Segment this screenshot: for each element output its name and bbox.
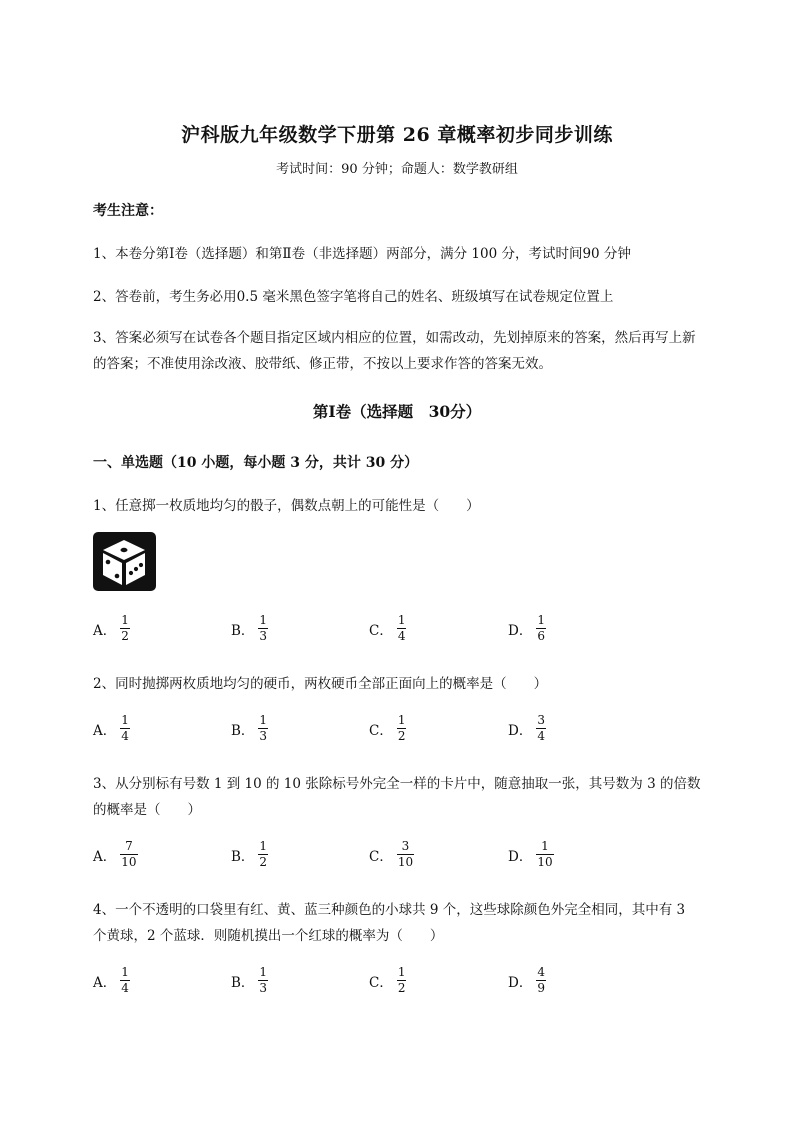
notice-item-3-line-1: 3、答案必须写在试卷各个题目指定区域内相应的位置，如需改动，先划掉原来的答案，然后再写上新 (93, 330, 696, 346)
question-1-option-b[interactable] (231, 614, 268, 643)
question-3-option-c[interactable] (369, 840, 414, 869)
question-2-option-a[interactable] (93, 714, 130, 743)
fraction: $\frac{1}{3}$ (259, 613, 268, 643)
option-letter: D． (508, 974, 533, 991)
notice-heading: 考生注意： (93, 203, 163, 219)
option-letter: D． (508, 848, 533, 865)
page-title: 沪科版九年级数学下册第 26 章概率初步同步训练 (181, 124, 613, 146)
question-2-option-b[interactable] (231, 714, 268, 743)
option-letter: A． (93, 622, 117, 639)
dice-icon (93, 532, 156, 591)
question-3-option-b[interactable] (231, 840, 268, 869)
question-4-option-d[interactable] (508, 966, 546, 995)
option-letter: A． (93, 722, 117, 739)
fraction: $\frac{1}{4}$ (121, 965, 129, 995)
fraction: $\frac{1}{3}$ (259, 713, 268, 743)
option-letter: B． (231, 622, 255, 639)
question-2-option-c[interactable] (369, 714, 406, 743)
fraction: $\frac{1}{2}$ (259, 839, 268, 869)
fraction: $\frac{3}{4}$ (537, 713, 545, 743)
notice-item-2: 2、答卷前，考生务必用0.5 毫米黑色签字笔将自己的姓名、班级填写在试卷规定位置上 (93, 289, 614, 305)
question-2-text: 2、同时抛掷两枚质地均匀的硬币，两枚硬币全部正面向上的概率是（ ） (93, 676, 548, 692)
option-letter: B． (231, 848, 255, 865)
fraction: $\frac{1}{2}$ (397, 713, 406, 743)
question-4-text-line-2: 个黄球，2 个蓝球．则随机摸出一个红球的概率为（ ） (93, 928, 444, 944)
question-3-text-line-2: 的概率是（ ） (93, 802, 201, 818)
notice-item-3-line-2: 的答案；不准使用涂改液、胶带纸、修正带，不按以上要求作答的答案无效。 (93, 356, 552, 372)
option-letter: C． (369, 722, 393, 739)
option-letter: C． (369, 974, 393, 991)
question-4-option-a[interactable] (93, 966, 130, 995)
fraction: $\frac{1}{10}$ (537, 839, 553, 869)
option-letter: D． (508, 622, 533, 639)
question-3-option-a[interactable] (93, 840, 138, 869)
question-3-option-d[interactable] (508, 840, 554, 869)
group-heading: 一、单选题（10 小题，每小题 3 分，共计 30 分） (93, 455, 419, 471)
fraction: $\frac{4}{9}$ (537, 965, 545, 995)
option-letter: D． (508, 722, 533, 739)
question-4-option-c[interactable] (369, 966, 406, 995)
exam-info: 考试时间：90 分钟；命题人：数学教研组 (276, 162, 518, 177)
option-letter: A． (93, 974, 117, 991)
option-letter: A． (93, 848, 117, 865)
fraction: $\frac{1}{4}$ (397, 613, 406, 643)
question-1-text: 1、任意掷一枚质地均匀的骰子，偶数点朝上的可能性是（ ） (93, 498, 480, 514)
question-3-text-line-1: 3、从分别标有号数 1 到 10 的 10 张除标号外完全一样的卡片中，随意抽取一张，其号数为 3 的倍数 (93, 776, 701, 792)
notice-item-1: 1、本卷分第Ⅰ卷（选择题）和第Ⅱ卷（非选择题）两部分，满分 100 分，考试时间90 分钟 (93, 246, 631, 262)
question-4-option-b[interactable] (231, 966, 268, 995)
option-letter: C． (369, 622, 393, 639)
fraction: $\frac{1}{2}$ (121, 613, 129, 643)
fraction: $\frac{7}{10}$ (121, 839, 137, 869)
fraction: $\frac{1}{4}$ (121, 713, 129, 743)
option-letter: B． (231, 974, 255, 991)
fraction: $\frac{1}{2}$ (397, 965, 406, 995)
option-letter: C． (369, 848, 393, 865)
option-letter: B． (231, 722, 255, 739)
fraction: $\frac{3}{10}$ (397, 839, 414, 869)
question-1-option-a[interactable] (93, 614, 130, 643)
question-2-option-d[interactable] (508, 714, 546, 743)
question-1-option-d[interactable] (508, 614, 546, 643)
question-1-option-c[interactable] (369, 614, 406, 643)
question-4-text-line-1: 4、一个不透明的口袋里有红、黄、蓝三种颜色的小球共 9 个，这些球除颜色外完全相同，其中有 3 (93, 902, 686, 918)
fraction: $\frac{1}{6}$ (537, 613, 545, 643)
section-title: 第Ⅰ卷（选择题 30分） (312, 402, 482, 421)
fraction: $\frac{1}{3}$ (259, 965, 268, 995)
